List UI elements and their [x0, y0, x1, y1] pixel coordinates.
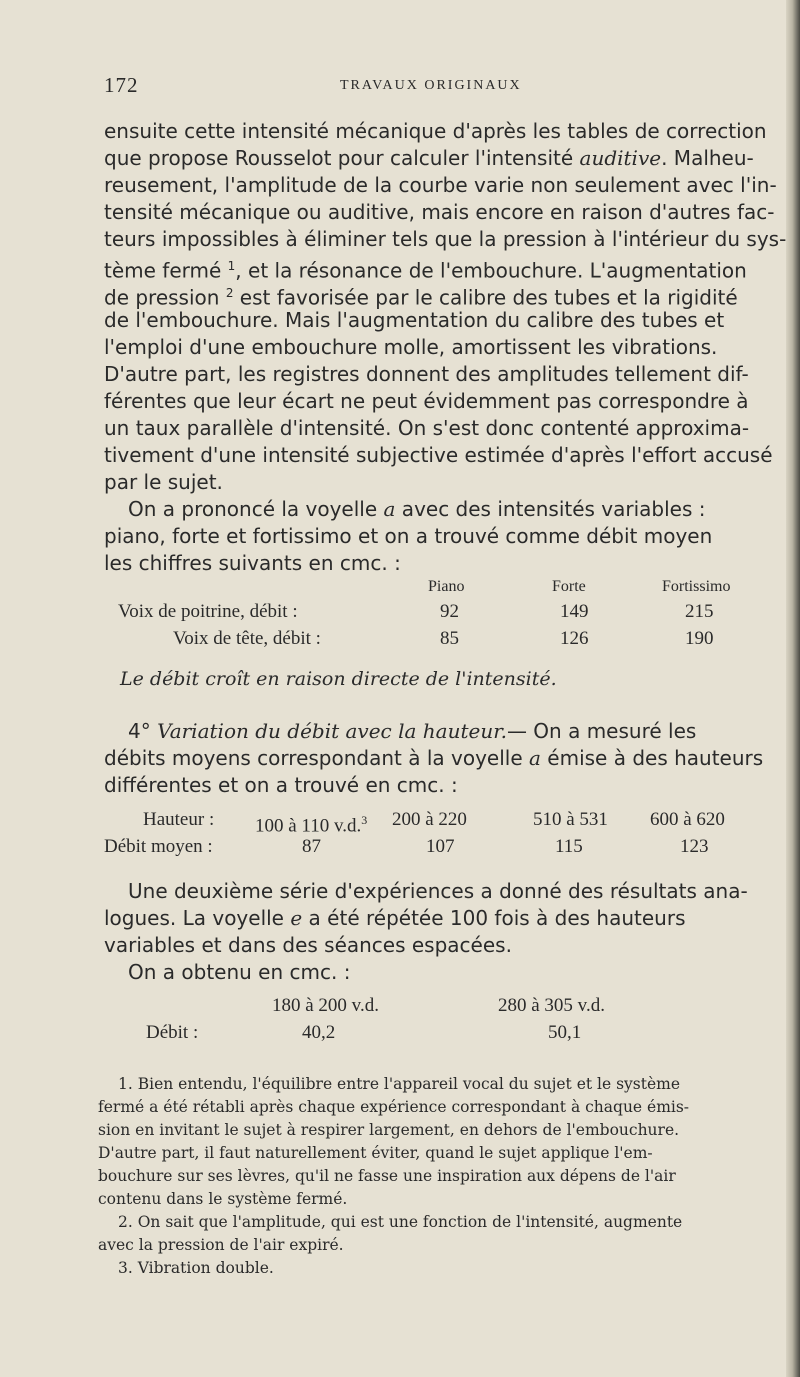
table-cell: 87: [302, 836, 321, 857]
table-cell: 92: [440, 601, 459, 622]
text-line: différentes et on a trouvé en cmc. :: [104, 773, 458, 797]
table-header: Fortissimo: [662, 578, 731, 595]
table-cell: 600 à 620: [650, 809, 725, 830]
text-line: férentes que leur écart ne peut évidemment pas correspondre à: [104, 389, 749, 413]
text-line: piano, forte et fortissimo et on a trouvé comme débit moyen: [104, 524, 713, 548]
footnote: 2. On sait que l'amplitude, qui est une fonction de l'intensité, augmente: [118, 1213, 683, 1231]
text-line: On a prononcé la voyelle a avec des intensités variables :: [128, 497, 706, 521]
table-header: 180 à 200 v.d.: [272, 995, 379, 1016]
table-cell: 200 à 220: [392, 809, 467, 830]
text-line: par le sujet.: [104, 470, 223, 494]
footnote: avec la pression de l'air expiré.: [98, 1236, 344, 1254]
table-cell: 85: [440, 628, 459, 649]
row-label: Voix de poitrine, débit :: [118, 601, 298, 622]
running-title: TRAVAUX ORIGINAUX: [340, 78, 522, 93]
text-line: tensité mécanique ou auditive, mais encore en raison d'autres fac-: [104, 200, 775, 224]
text-line: de l'embouchure. Mais l'augmentation du calibre des tubes et: [104, 308, 725, 332]
text-line: Une deuxième série d'expériences a donné des résultats ana-: [128, 879, 748, 903]
table-cell: 215: [685, 601, 714, 622]
text-line: l'emploi d'une embouchure molle, amortissent les vibrations.: [104, 335, 718, 359]
footnote: 1. Bien entendu, l'équilibre entre l'appareil vocal du sujet et le système: [118, 1075, 681, 1093]
table-cell: 510 à 531: [533, 809, 608, 830]
text-line: variables et dans des séances espacées.: [104, 933, 512, 957]
table-header: Piano: [428, 578, 465, 595]
text-line: que propose Rousselot pour calculer l'intensité auditive. Malheu-: [104, 146, 754, 170]
footnote: contenu dans le système fermé.: [98, 1190, 348, 1208]
text-line: 4° Variation du débit avec la hauteur.— On a mesuré les: [128, 719, 697, 743]
footnote-ref: 3: [361, 813, 368, 827]
text-line: reusement, l'amplitude de la courbe varie non seulement avec l'in-: [104, 173, 777, 197]
table-header: Forte: [552, 578, 586, 595]
footnote: 3. Vibration double.: [118, 1259, 274, 1277]
page-edge: [786, 0, 800, 1377]
footnote: fermé a été rétabli après chaque expérience correspondant à chaque émis-: [98, 1098, 690, 1116]
footnote: D'autre part, il faut naturellement éviter, quand le sujet applique l'em-: [98, 1144, 653, 1162]
footnote: sion en invitant le sujet à respirer largement, en dehors de l'embouchure.: [98, 1121, 680, 1139]
row-label: Débit :: [146, 1022, 199, 1043]
table-cell: 40,2: [302, 1022, 336, 1043]
conclusion: Le débit croît en raison directe de l'intensité.: [120, 668, 557, 690]
text-line: teurs impossibles à éliminer tels que la pression à l'intérieur du sys-: [104, 227, 787, 251]
row-label: Voix de tête, débit :: [173, 628, 321, 649]
table-header: 280 à 305 v.d.: [498, 995, 605, 1016]
table-cell: 149: [560, 601, 589, 622]
text-line: les chiffres suivants en cmc. :: [104, 551, 401, 575]
text-line: de pression $^2$ est favorisée par le calibre des tubes et la rigidité: [104, 285, 738, 310]
footnote: bouchure sur ses lèvres, qu'il ne fasse une inspiration aux dépens de l'air: [98, 1167, 676, 1185]
text-line: tivement d'une intensité subjective estimée d'après l'effort accusé: [104, 443, 773, 467]
footnote-ref: 1: [227, 259, 236, 273]
footnote-ref: 2: [225, 286, 234, 300]
table-cell: 107: [426, 836, 455, 857]
table-cell: 123: [680, 836, 709, 857]
section-title: Variation du débit avec la hauteur.: [157, 719, 507, 743]
text-line: On a obtenu en cmc. :: [128, 960, 351, 984]
text-line: logues. La voyelle e a été répétée 100 fois à des hauteurs: [104, 906, 686, 930]
text-line: un taux parallèle d'intensité. On s'est donc contenté approxima-: [104, 416, 750, 440]
text-line: débits moyens correspondant à la voyelle a émise à des hauteurs: [104, 746, 764, 770]
table-cell: 50,1: [548, 1022, 582, 1043]
table-cell: 126: [560, 628, 589, 649]
text-line: D'autre part, les registres donnent des amplitudes tellement dif-: [104, 362, 749, 386]
table-cell: 115: [555, 836, 583, 857]
text-line: tème fermé $^1$, et la résonance de l'embouchure. L'augmentation: [104, 258, 747, 283]
page-number: 172: [104, 73, 139, 97]
row-label: Hauteur :: [143, 809, 215, 830]
table-cell: 100 à 110 v.d.$^3$: [255, 813, 368, 837]
text-line: ensuite cette intensité mécanique d'après les tables de correction: [104, 119, 767, 143]
row-label: Débit moyen :: [104, 836, 213, 857]
table-cell: 190: [685, 628, 714, 649]
